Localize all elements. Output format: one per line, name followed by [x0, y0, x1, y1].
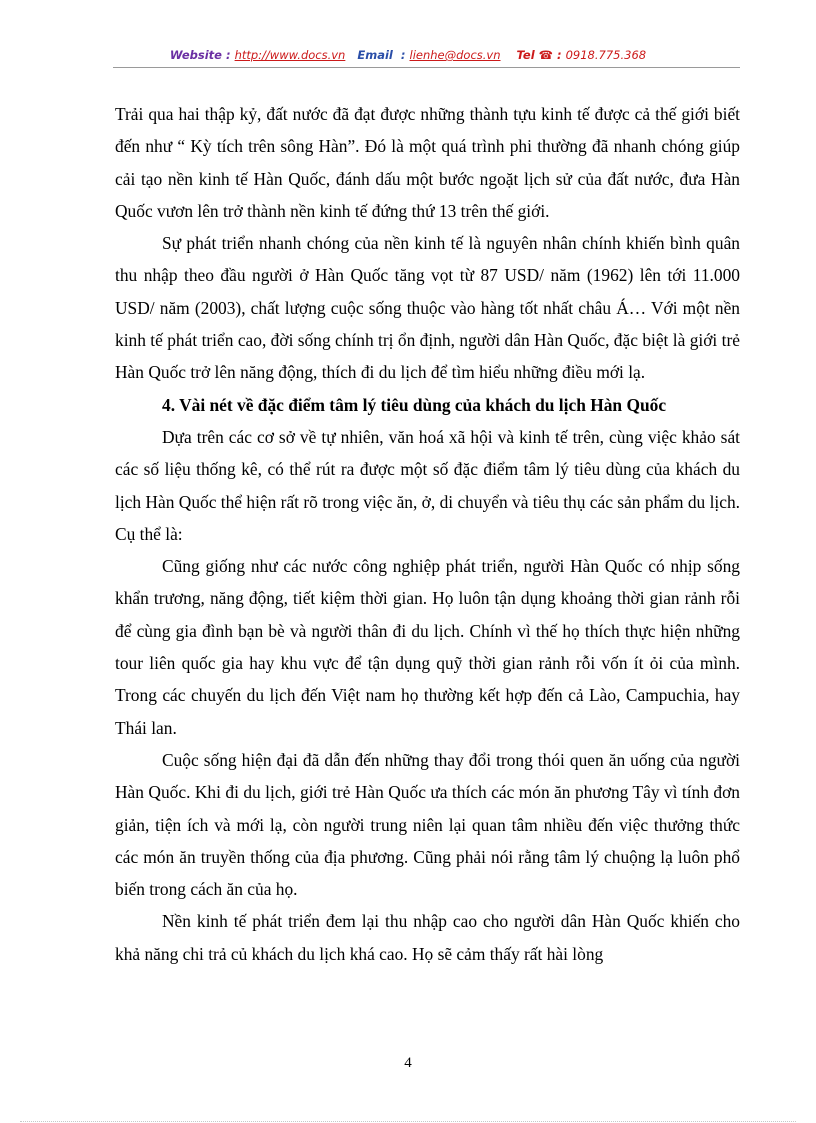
website-label: Website : [169, 48, 231, 62]
email-label: Email [357, 48, 393, 62]
email-link[interactable]: lienhe@docs.vn [409, 48, 501, 62]
paragraph-3: Dựa trên các cơ sở về tự nhiên, văn hoá xã hội và kinh tế trên, cùng việc khảo sát các số liệu thống kê, có thể rút ra được một số đặc điểm tâm lý tiêu dùng của khách du lịch Hàn Quốc thể hiện rất rõ trong việc ăn, ở, di chuyển và tiêu thụ các sản phẩm du lịch. Cụ thể là: [115, 426, 740, 544]
tel-label: Tel ☎ : [516, 48, 562, 62]
website-link[interactable]: http://www.docs.vn [234, 48, 346, 62]
paragraph-5: Cuộc sống hiện đại đã dẫn đến những thay đổi trong thói quen ăn uống của người Hàn Quốc. Khi đi du lịch, giới trẻ Hàn Quốc ưa thích các món ăn phương Tây vì tính đơn giản, tiện ích và mới lạ, còn người trung niên lại quan tâm nhiều đến việc thưởng thức các món ăn truyền thống của địa phương. Cũng phải nói rằng tâm lý chuộng lạ luôn phổ biến trong cách ăn của họ. [115, 749, 740, 900]
email-colon: : [400, 48, 406, 62]
paragraph-6: Nền kinh tế phát triển đem lại thu nhập cao cho người dân Hàn Quốc khiến cho khả năng chi trả củ khách du lịch khá cao. Họ sẽ cảm thấy rất hài lòng [115, 911, 740, 964]
paragraph-2: Sự phát triển nhanh chóng của nền kinh tế là nguyên nhân chính khiến bình quân thu nhập theo đầu người ở Hàn Quốc tăng vọt từ 87 USD/ năm (1962) lên tới 11.000 USD/ năm (2003), chất lượng cuộc sống thuộc vào hàng tốt nhất châu Á… Với một nền kinh tế phát triển cao, đời sống chính trị ổn định, người dân Hàn Quốc, đặc biệt là giới trẻ Hàn Quốc trở lên năng động, thích đi du lịch để tìm hiểu những điều mới lạ. [115, 233, 740, 383]
tel-value: 0918.775.368 [565, 48, 647, 62]
document-body [115, 98, 740, 970]
header-divider [113, 67, 740, 68]
bottom-divider [20, 1121, 796, 1122]
page-number: 4 [404, 1055, 412, 1071]
section-heading: 4. Vài nét về đặc điểm tâm lý tiêu dùng của khách du lịch Hàn Quốc [162, 394, 667, 415]
paragraph-1: Trải qua hai thập kỷ, đất nước đã đạt được những thành tựu kinh tế được cả thế giới biết đến như “ Kỳ tích trên sông Hàn”. Đó là một quá trình phi thường đã nhanh chóng giúp cải tạo nền kinh tế Hàn Quốc, đánh dấu một bước ngoặt lịch sử của đất nước, đưa Hàn Quốc vươn lên trở thành nền kinh tế đứng thứ 13 trên thế giới. [115, 104, 740, 221]
paragraph-4: Cũng giống như các nước công nghiệp phát triển, người Hàn Quốc có nhịp sống khẩn trương, năng động, tiết kiệm thời gian. Họ luôn tận dụng khoảng thời gian rảnh rỗi để cùng gia đình bạn bè và người thân đi du lịch. Chính vì thế họ thích thực hiện những tour liên quốc gia hay khu vực để tận dụng quỹ thời gian rảnh rỗi vốn ít ỏi của mình. Trong các chuyến du lịch đến Việt nam họ thường kết hợp đến cả Lào, Campuchia, hay Thái lan. [115, 556, 740, 738]
page-header [0, 48, 816, 62]
